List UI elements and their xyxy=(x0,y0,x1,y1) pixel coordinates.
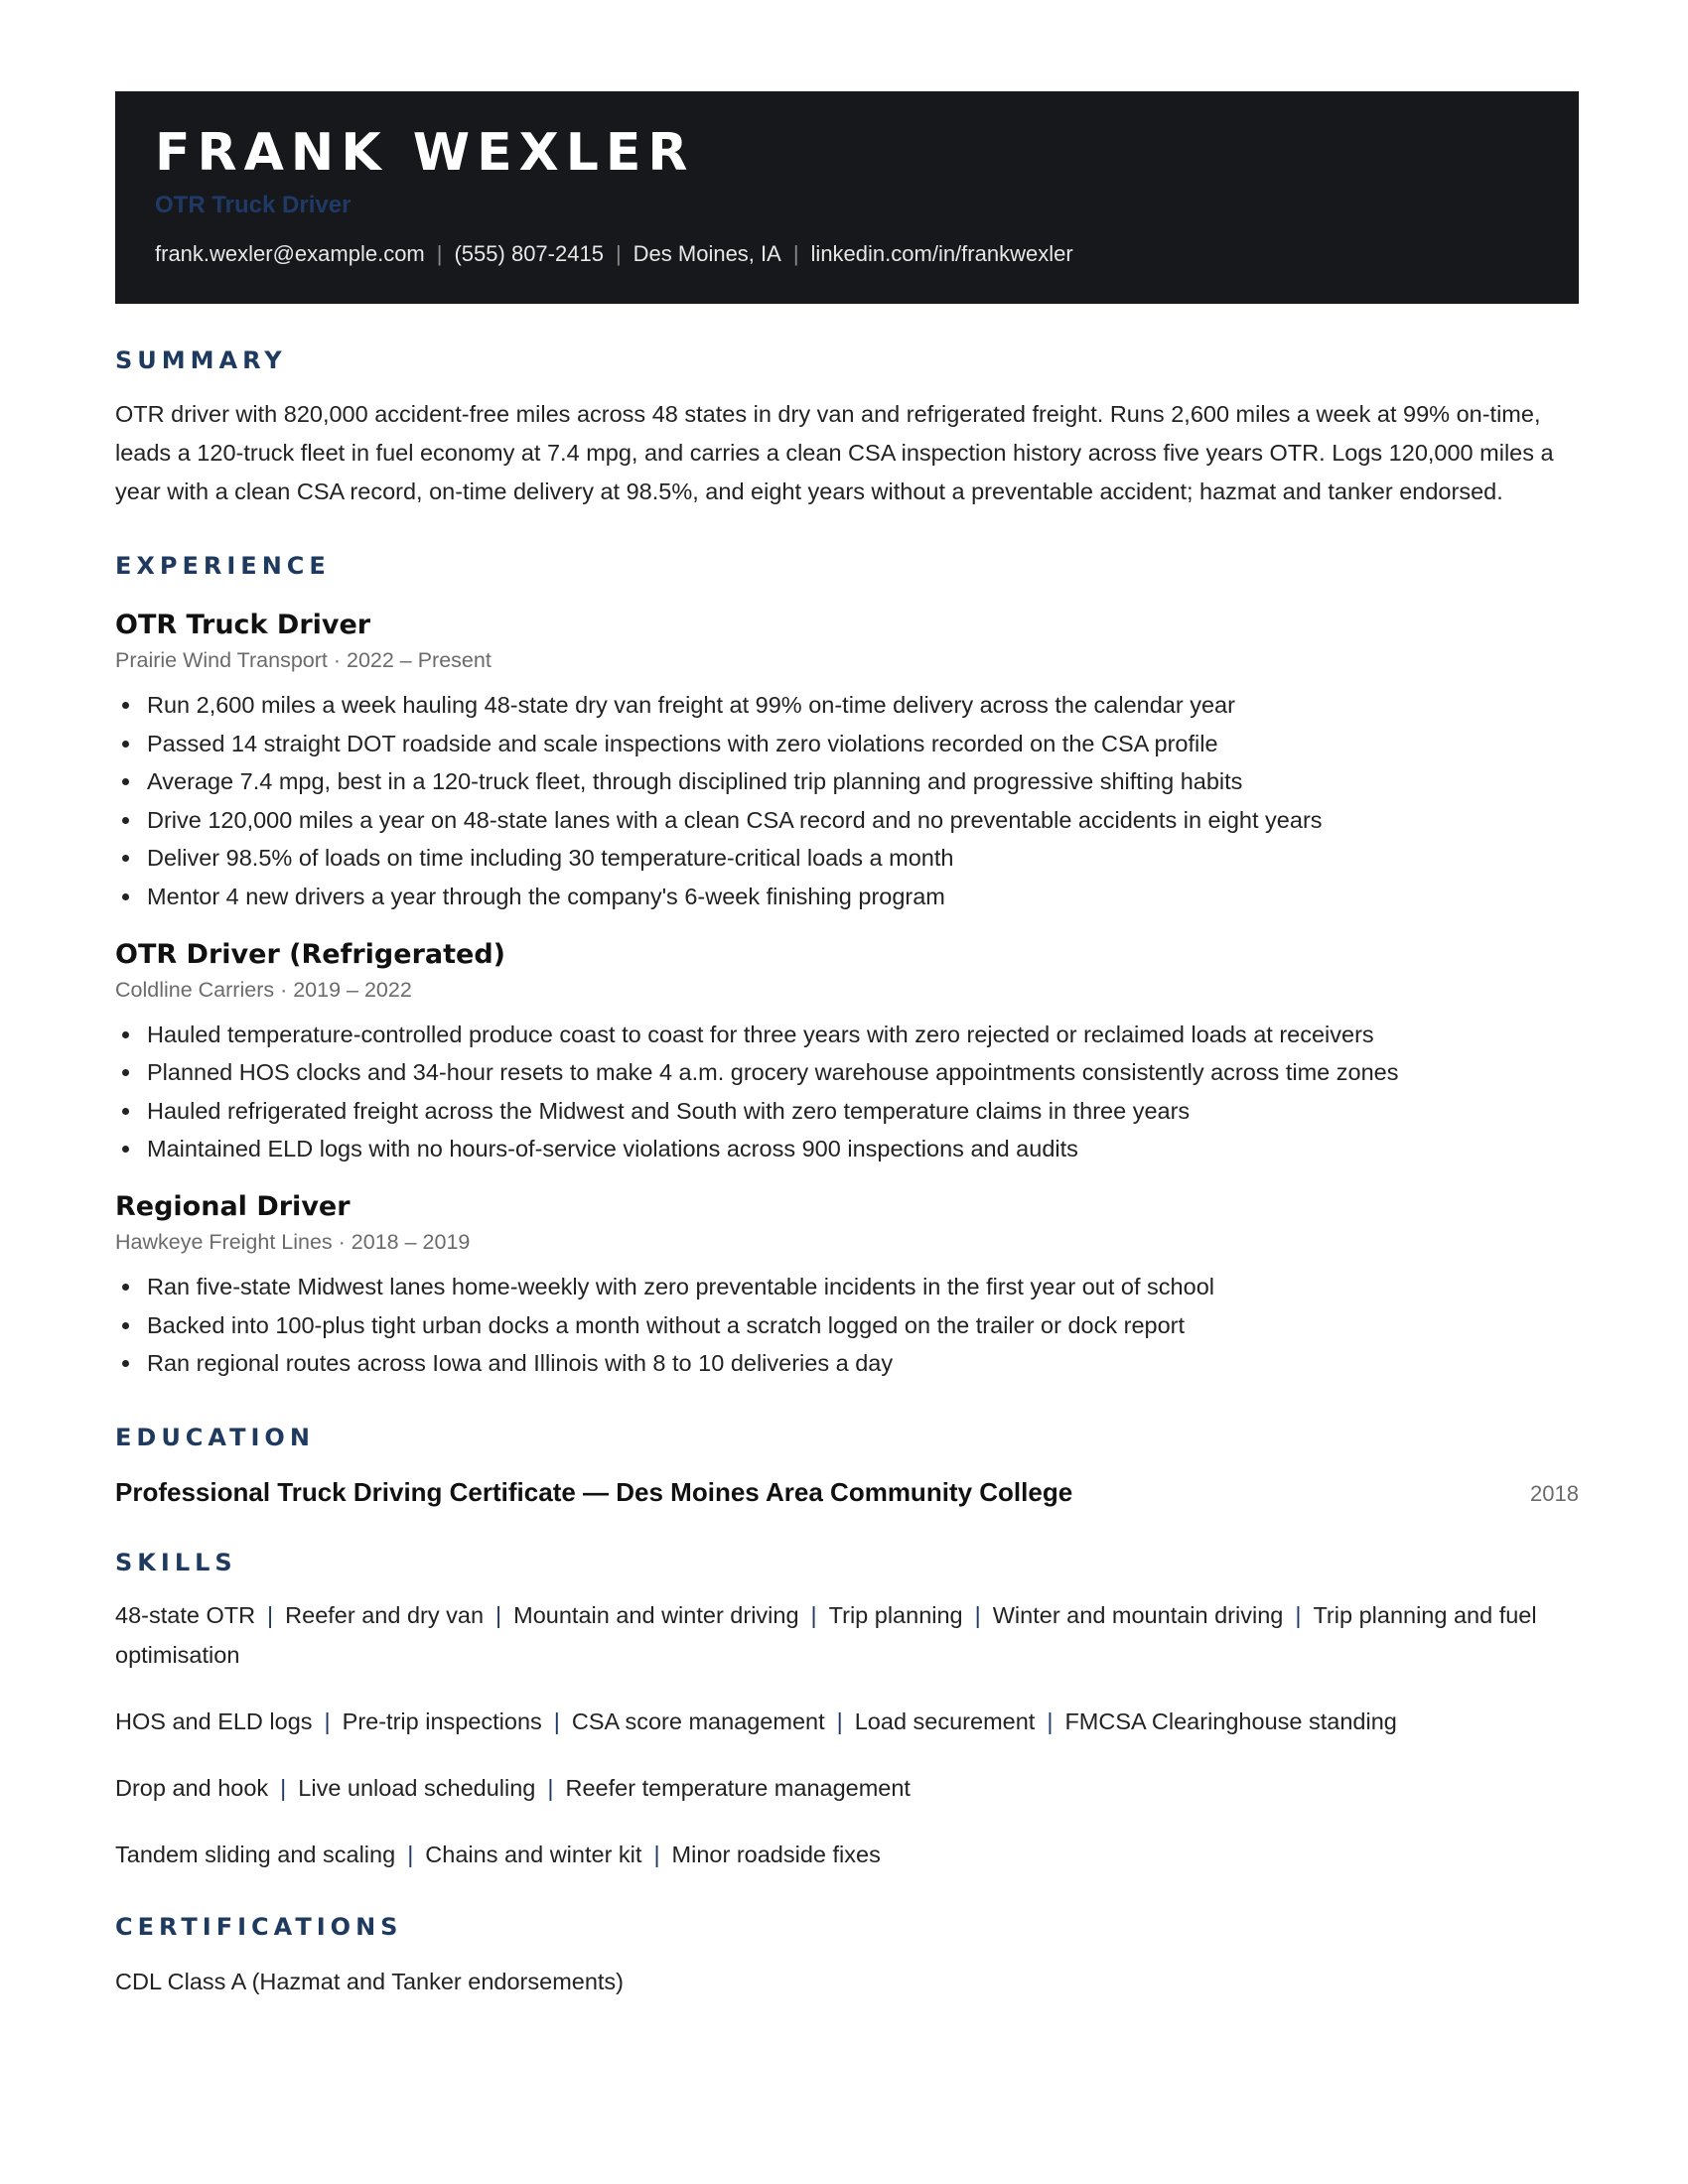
skill-item: Trip planning xyxy=(828,1601,963,1628)
summary-text: OTR driver with 820,000 accident-free miles across 48 states in dry van and refrigerated freight. Runs 2,600 miles a week at 99% on-time, leads a 120-truck fleet in fuel economy at 7.4 mpg, and carries a clean CSA inspection history across five years OTR. Logs 120,000 miles a year with a clean CSA record, on-time delivery at 98.5%, and eight years without a preventable accident; hazmat and tanker endorsed. xyxy=(115,401,1554,504)
job-meta: Hawkeye Freight Lines · 2018 – 2019 xyxy=(115,1229,471,1254)
section-heading-summary: SUMMARY xyxy=(115,346,287,374)
skill-item: Load securement xyxy=(854,1707,1036,1734)
list-item: Passed 14 straight DOT roadside and scale inspections with zero violations recorded on the CSA profile xyxy=(147,725,1579,763)
skill-separator: | xyxy=(1295,1601,1302,1628)
list-item: Maintained ELD logs with no hours-of-service violations across 900 inspections and audits xyxy=(147,1130,1579,1168)
skill-item: Mountain and winter driving xyxy=(513,1601,799,1628)
skill-item: Drop and hook xyxy=(115,1774,269,1801)
section-heading-skills: SKILLS xyxy=(115,1548,237,1576)
list-item: Deliver 98.5% of loads on time including 30 temperature-critical loads a month xyxy=(147,839,1579,878)
skill-item: Pre-trip inspections xyxy=(342,1707,542,1734)
education-section xyxy=(115,1423,1579,1508)
experience-section xyxy=(115,551,1579,1383)
job-bullets xyxy=(115,1016,1579,1168)
section-heading-education: EDUCATION xyxy=(115,1423,315,1451)
contact-email[interactable]: frank.wexler@example.com xyxy=(155,241,425,266)
resume-page xyxy=(115,91,1579,1997)
job-entry xyxy=(115,1190,1579,1383)
list-item: Ran regional routes across Iowa and Illinois with 8 to 10 deliveries a day xyxy=(147,1344,1579,1383)
contact-linkedin[interactable]: linkedin.com/in/frankwexler xyxy=(810,241,1073,266)
skill-separator: | xyxy=(495,1601,502,1628)
education-title: Professional Truck Driving Certificate — Des Moines Area Community College xyxy=(115,1476,1073,1507)
list-item: Mentor 4 new drivers a year through the company's 6-week finishing program xyxy=(147,878,1579,916)
certifications-section xyxy=(115,1912,1579,1997)
list-item: Hauled temperature-controlled produce coast to coast for three years with zero rejected or reclaimed loads at receivers xyxy=(147,1016,1579,1054)
contact-line xyxy=(155,240,1539,268)
skill-item: 48-state OTR xyxy=(115,1601,256,1628)
list-item: Drive 120,000 miles a year on 48-state lanes with a clean CSA record and no preventable accidents in eight years xyxy=(147,801,1579,840)
list-item: Planned HOS clocks and 34-hour resets to make 4 a.m. grocery warehouse appointments consistently across time zones xyxy=(147,1053,1579,1092)
skill-separator: | xyxy=(407,1841,414,1867)
contact-phone: (555) 807-2415 xyxy=(454,241,604,266)
list-item: Ran five-state Midwest lanes home-weekly with zero preventable incidents in the first year out of school xyxy=(147,1268,1579,1306)
resume-header xyxy=(115,91,1579,304)
job-title: OTR Truck Driver xyxy=(115,610,371,640)
skill-line xyxy=(115,1702,1579,1741)
job-entry xyxy=(115,609,1579,916)
skill-item: CSA score management xyxy=(571,1707,825,1734)
skill-item: Tandem sliding and scaling xyxy=(115,1841,396,1867)
job-bullets xyxy=(115,1268,1579,1383)
section-heading-certifications: CERTIFICATIONS xyxy=(115,1912,403,1941)
candidate-name: FRANK WEXLER xyxy=(155,123,695,183)
skill-item: FMCSA Clearinghouse standing xyxy=(1064,1707,1397,1734)
job-entry xyxy=(115,938,1579,1168)
job-meta: Prairie Wind Transport · 2022 – Present xyxy=(115,648,492,672)
skill-separator: | xyxy=(653,1841,660,1867)
skill-item: Chains and winter kit xyxy=(425,1841,642,1867)
skill-item: Reefer and dry van xyxy=(285,1601,485,1628)
job-bullets xyxy=(115,686,1579,916)
list-item: Backed into 100-plus tight urban docks a month without a scratch logged on the trailer or dock report xyxy=(147,1306,1579,1345)
certification-item: CDL Class A (Hazmat and Tanker endorsements) xyxy=(115,1968,625,1994)
education-entry xyxy=(115,1476,1579,1508)
skill-separator: | xyxy=(810,1601,817,1628)
skill-separator: | xyxy=(1047,1707,1054,1734)
list-item: Run 2,600 miles a week hauling 48-state dry van freight at 99% on-time delivery across the calendar year xyxy=(147,686,1579,725)
job-title: Regional Driver xyxy=(115,1190,351,1222)
skills-list xyxy=(115,1595,1579,1874)
list-item: Hauled refrigerated freight across the Midwest and South with zero temperature claims in three years xyxy=(147,1092,1579,1131)
skill-item: Reefer temperature management xyxy=(565,1774,911,1801)
skill-separator: | xyxy=(553,1707,560,1734)
skill-item: HOS and ELD logs xyxy=(115,1707,313,1734)
job-title: OTR Driver (Refrigerated) xyxy=(115,938,505,970)
skill-separator: | xyxy=(280,1774,287,1801)
skill-separator: | xyxy=(974,1601,981,1628)
contact-separator: | xyxy=(615,241,622,266)
summary-section xyxy=(115,345,1579,511)
skill-separator: | xyxy=(267,1601,274,1628)
skill-line xyxy=(115,1595,1579,1675)
contact-separator: | xyxy=(792,241,799,266)
education-year: 2018 xyxy=(1530,1480,1579,1506)
list-item: Average 7.4 mpg, best in a 120-truck fleet, through disciplined trip planning and progressive shifting habits xyxy=(147,762,1579,801)
skills-section xyxy=(115,1548,1579,1874)
skill-separator: | xyxy=(836,1707,843,1734)
skill-item: Winter and mountain driving xyxy=(992,1601,1284,1628)
skill-item: Live unload scheduling xyxy=(298,1774,536,1801)
skill-separator: | xyxy=(324,1707,331,1734)
candidate-title: OTR Truck Driver xyxy=(155,192,352,218)
section-heading-experience: EXPERIENCE xyxy=(115,552,331,580)
skill-item: Minor roadside fixes xyxy=(671,1841,881,1867)
contact-separator: | xyxy=(436,241,443,266)
skill-separator: | xyxy=(547,1774,554,1801)
skill-line xyxy=(115,1835,1579,1874)
skill-item: Trip planning and fuel optimisation xyxy=(115,1601,1537,1668)
skill-line xyxy=(115,1768,1579,1808)
contact-location: Des Moines, IA xyxy=(633,241,781,266)
job-meta: Coldline Carriers · 2019 – 2022 xyxy=(115,977,412,1002)
